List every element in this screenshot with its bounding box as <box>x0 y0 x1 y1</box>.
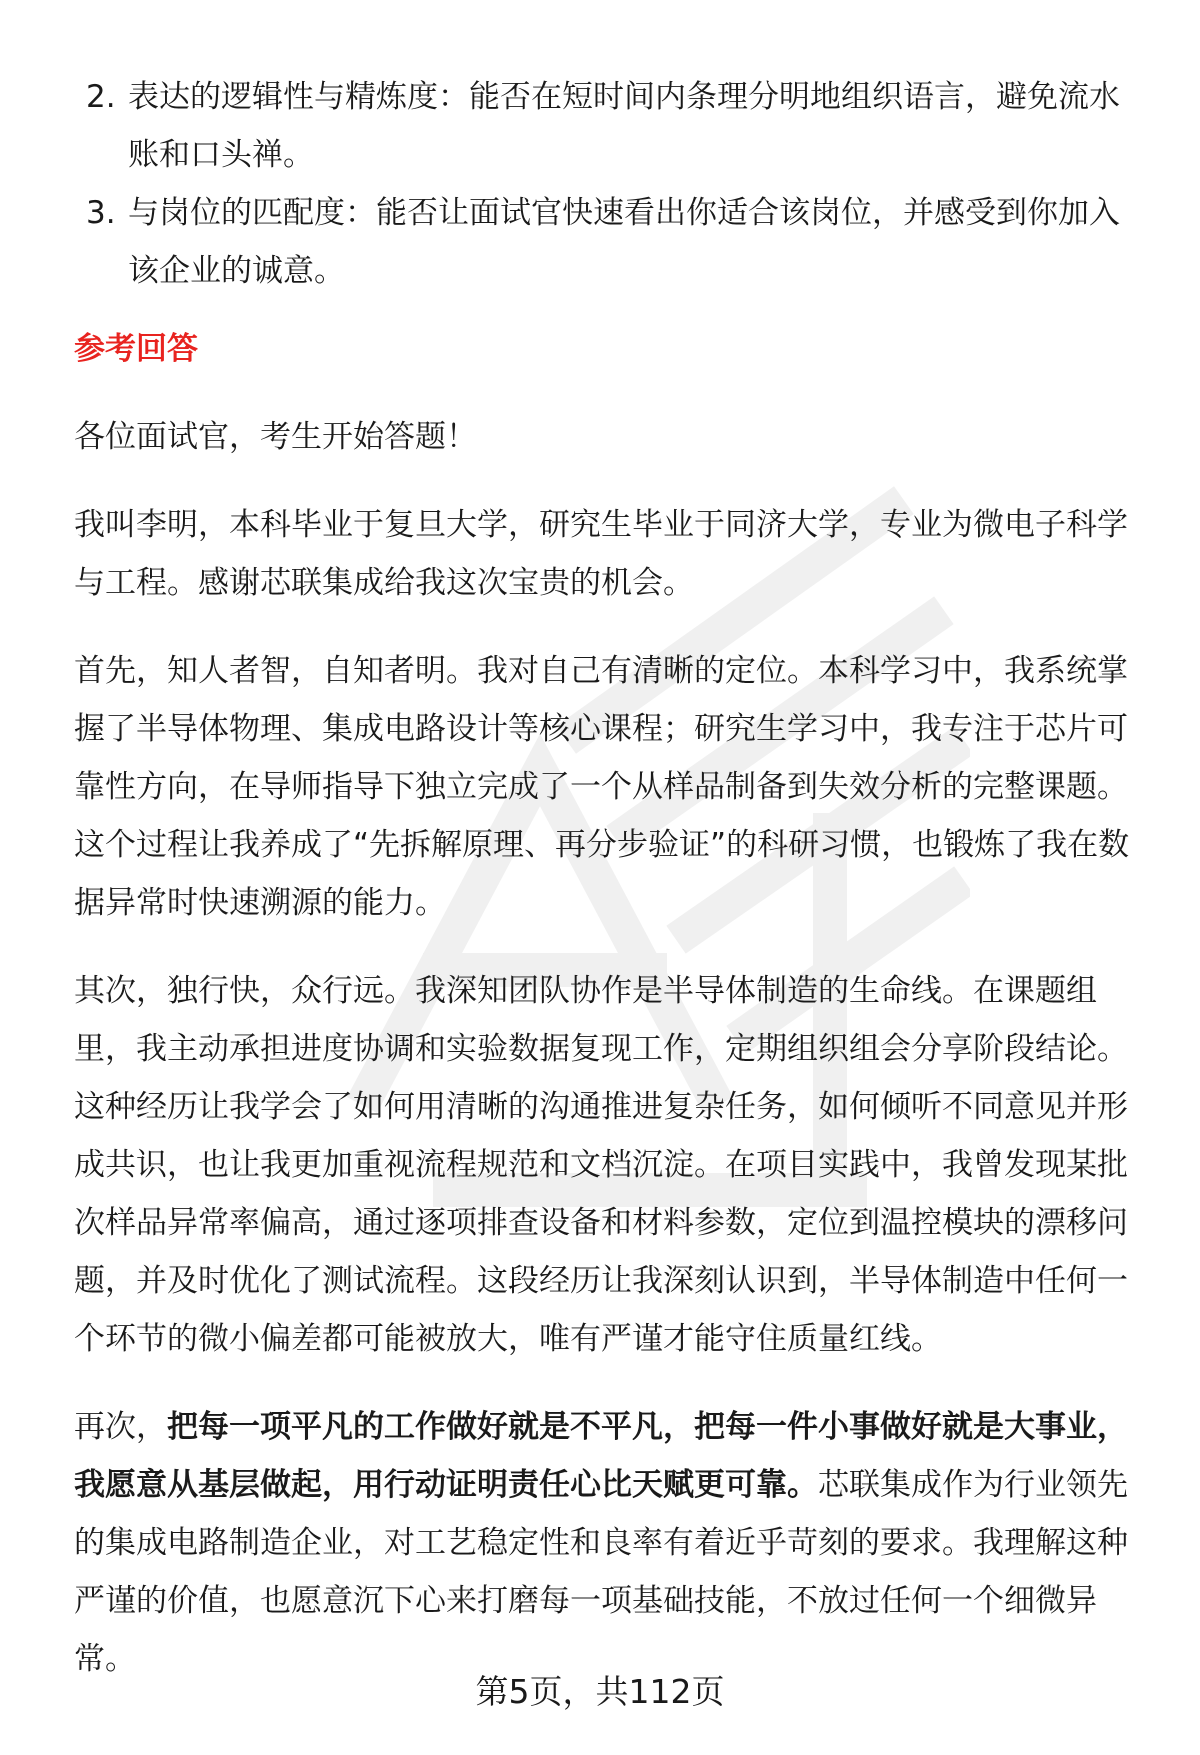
list-number: 3. <box>86 195 116 231</box>
list-item-text: 表达的逻辑性与精炼度：能否在短时间内条理分明地组织语言，避免流水账和口头禅。 <box>128 79 1120 173</box>
list-item <box>74 184 1144 300</box>
list-item <box>74 68 1144 184</box>
paragraph-emphasis: 把每一项平凡的工作做好就是不平凡，把每一件小事做好就是大事业，我愿意从基层做起，用行动证明责任心比天赋更可靠。 <box>74 1409 1128 1503</box>
paragraph-introduction: 我叫李明，本科毕业于复旦大学，研究生毕业于同济大学，专业为微电子科学与工程。感谢芯联集成给我这次宝贵的机会。 <box>74 507 1128 601</box>
paragraph-teamwork: 其次，独行快，众行远。我深知团队协作是半导体制造的生命线。在课题组里，我主动承担进度协调和实验数据复现工作，定期组织组会分享阶段结论。这种经历让我学会了如何用清晰的沟通推进复杂任务，如何倾听不同意见并形成共识，也让我更加重视流程规范和文档沉淀。在项目实践中，我曾发现某批次样品异常率偏高，通过逐项排查设备和材料参数，定位到温控模块的漂移问题，并及时优化了测试流程。这段经历让我深刻认识到，半导体制造中任何一个环节的微小偏差都可能被放大，唯有严谨才能守住质量红线。 <box>74 973 1128 1357</box>
list-number: 2. <box>86 79 116 115</box>
paragraph-body: 芯联集成作为行业领先的集成电路制造企业，对工艺稳定性和良率有着近乎苛刻的要求。我理解这种严谨的价值，也愿意沉下心来打磨每一项基础技能，不放过任何一个细微异常。 <box>74 1467 1128 1677</box>
paragraph-greeting: 各位面试官，考生开始答题！ <box>74 419 477 455</box>
list-item-text: 与岗位的匹配度：能否让面试官快速看出你适合该岗位，并感受到你加入该企业的诚意。 <box>128 195 1120 289</box>
paragraph-lead: 再次， <box>74 1409 167 1445</box>
page-number-footer: 第5页，共112页 <box>475 1672 725 1711</box>
paragraph-commitment <box>74 1398 1144 1688</box>
paragraph-self-knowledge: 首先，知人者智，自知者明。我对自己有清晰的定位。本科学习中，我系统掌握了半导体物理、集成电路设计等核心课程；研究生学习中，我专注于芯片可靠性方向，在导师指导下独立完成了一个从样品制备到失效分析的完整课题。这个过程让我养成了“先拆解原理、再分步验证”的科研习惯，也锻炼了我在数据异常时快速溯源的能力。 <box>74 653 1130 921</box>
document-content <box>74 68 1144 1688</box>
criteria-list <box>74 68 1144 300</box>
section-heading: 参考回答 <box>74 331 198 367</box>
